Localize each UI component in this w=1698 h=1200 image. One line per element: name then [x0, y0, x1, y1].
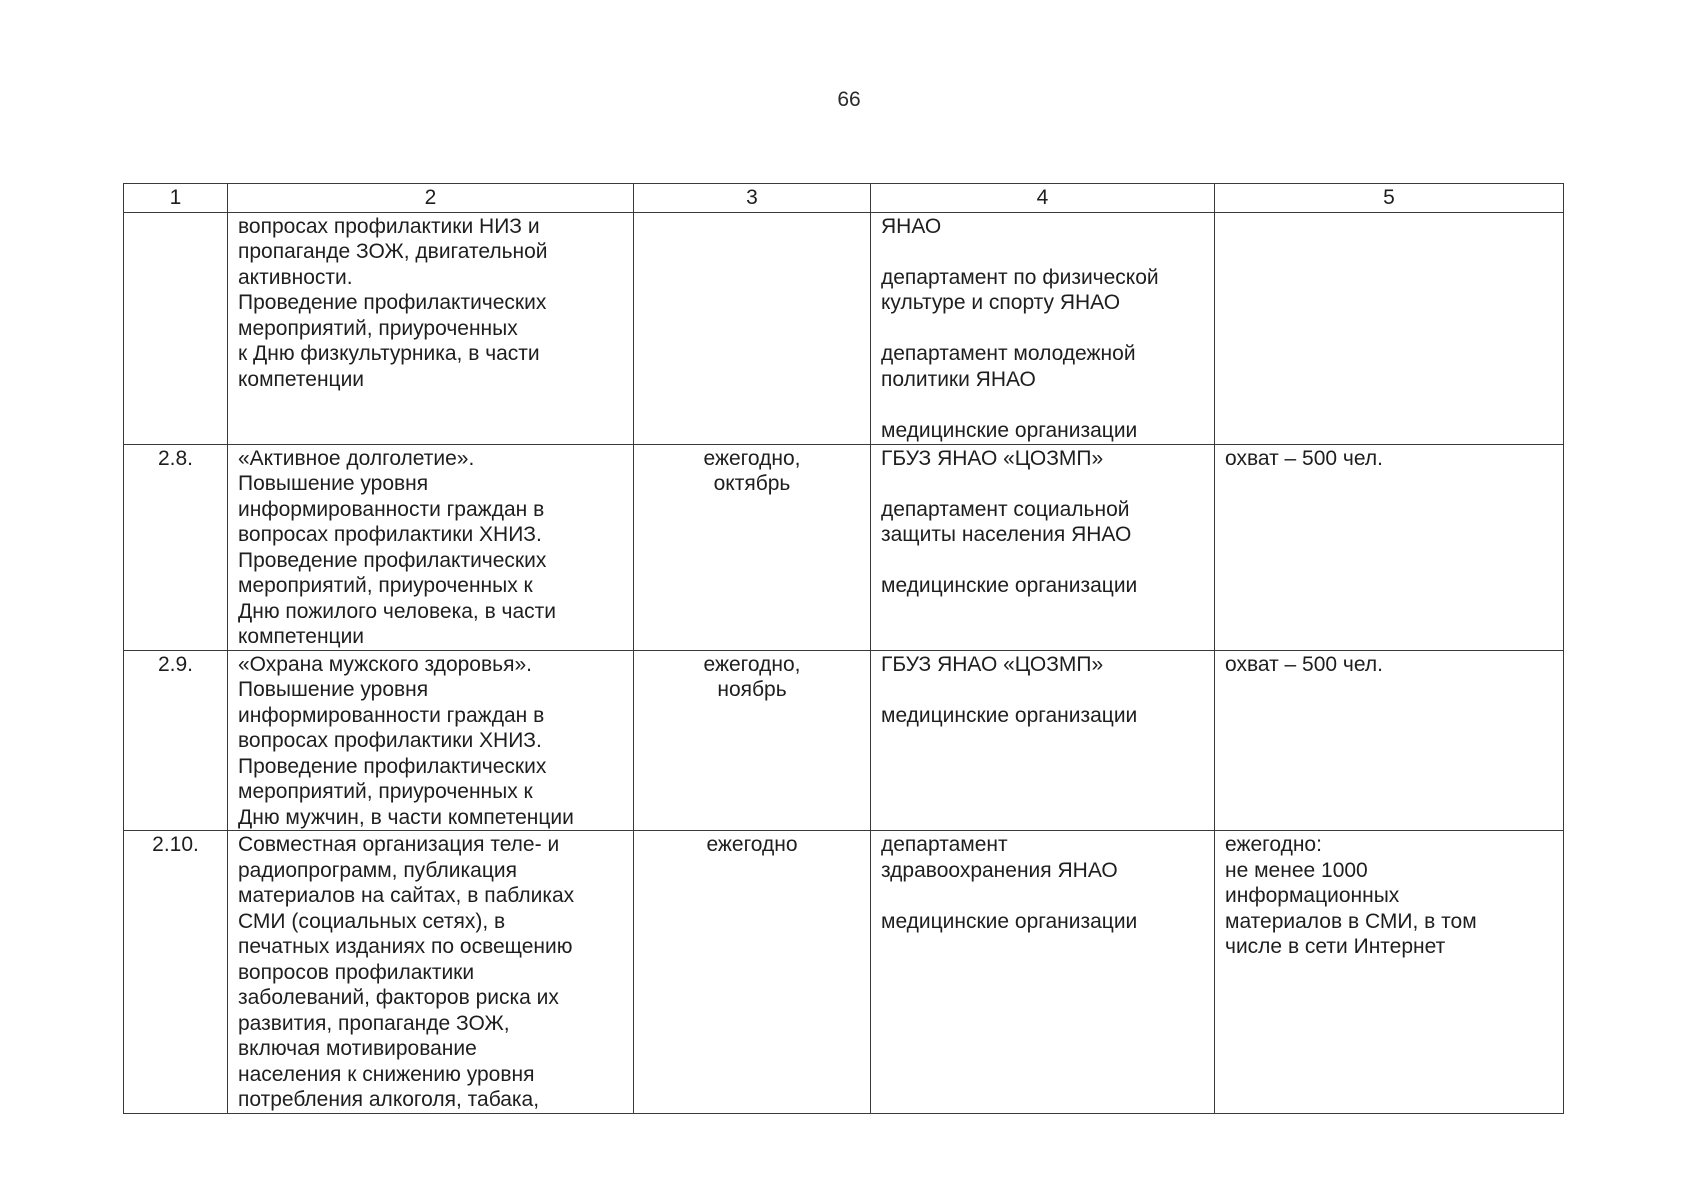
period-cell [634, 212, 871, 444]
responsible-cell: ГБУЗ ЯНАО «ЦОЗМП» департамент социальной защиты населения ЯНАО медицинские организации [871, 444, 1215, 650]
result-cell: ежегодно: не менее 1000 информационных материалов в СМИ, в том числе в сети Интернет [1215, 831, 1564, 1114]
row-number-cell: 2.8. [124, 444, 228, 650]
responsible-cell: ГБУЗ ЯНАО «ЦОЗМП» медицинские организации [871, 650, 1215, 831]
event-cell: «Активное долголетие». Повышение уровня информированности граждан в вопросах профилактики ХНИЗ. Проведение профилактических мероприятий, приуроченных к Дню пожилого человека, в части компетенции [228, 444, 634, 650]
result-cell: охват – 500 чел. [1215, 650, 1564, 831]
table-row [124, 444, 1564, 650]
responsible-cell: департамент здравоохранения ЯНАО медицинские организации [871, 831, 1215, 1114]
event-cell: вопросах профилактики НИЗ и пропаганде ЗОЖ, двигательной активности. Проведение профилактических мероприятий, приуроченных к Дню физкультурника, в части компетенции [228, 212, 634, 444]
period-cell: ежегодно, октябрь [634, 444, 871, 650]
column-header: 5 [1215, 184, 1564, 213]
table-row [124, 212, 1564, 444]
row-number-cell [124, 212, 228, 444]
table-row [124, 831, 1564, 1114]
responsible-cell: ЯНАО департамент по физической культуре и спорту ЯНАО департамент молодежной политики ЯНАО медицинские организации [871, 212, 1215, 444]
column-header: 3 [634, 184, 871, 213]
event-cell: «Охрана мужского здоровья». Повышение уровня информированности граждан в вопросах профилактики ХНИЗ. Проведение профилактических мероприятий, приуроченных к Дню мужчин, в части компетенции [228, 650, 634, 831]
column-header: 1 [124, 184, 228, 213]
table-header-row [124, 184, 1564, 213]
page-number: 66 [837, 88, 861, 111]
period-cell: ежегодно, ноябрь [634, 650, 871, 831]
row-number-cell: 2.9. [124, 650, 228, 831]
event-cell: Совместная организация теле- и радиопрограмм, публикация материалов на сайтах, в пабликах СМИ (социальных сетях), в печатных изданиях по освещению вопросов профилактики заболеваний, факторов риска их развития, пропаганде ЗОЖ, включая мотивирование населения к снижению уровня потребления алкоголя, табака, [228, 831, 634, 1114]
row-number-cell: 2.10. [124, 831, 228, 1114]
period-cell: ежегодно [634, 831, 871, 1114]
result-cell [1215, 212, 1564, 444]
plan-table [123, 183, 1564, 1114]
column-header: 4 [871, 184, 1215, 213]
column-header: 2 [228, 184, 634, 213]
result-cell: охват – 500 чел. [1215, 444, 1564, 650]
table-row [124, 650, 1564, 831]
